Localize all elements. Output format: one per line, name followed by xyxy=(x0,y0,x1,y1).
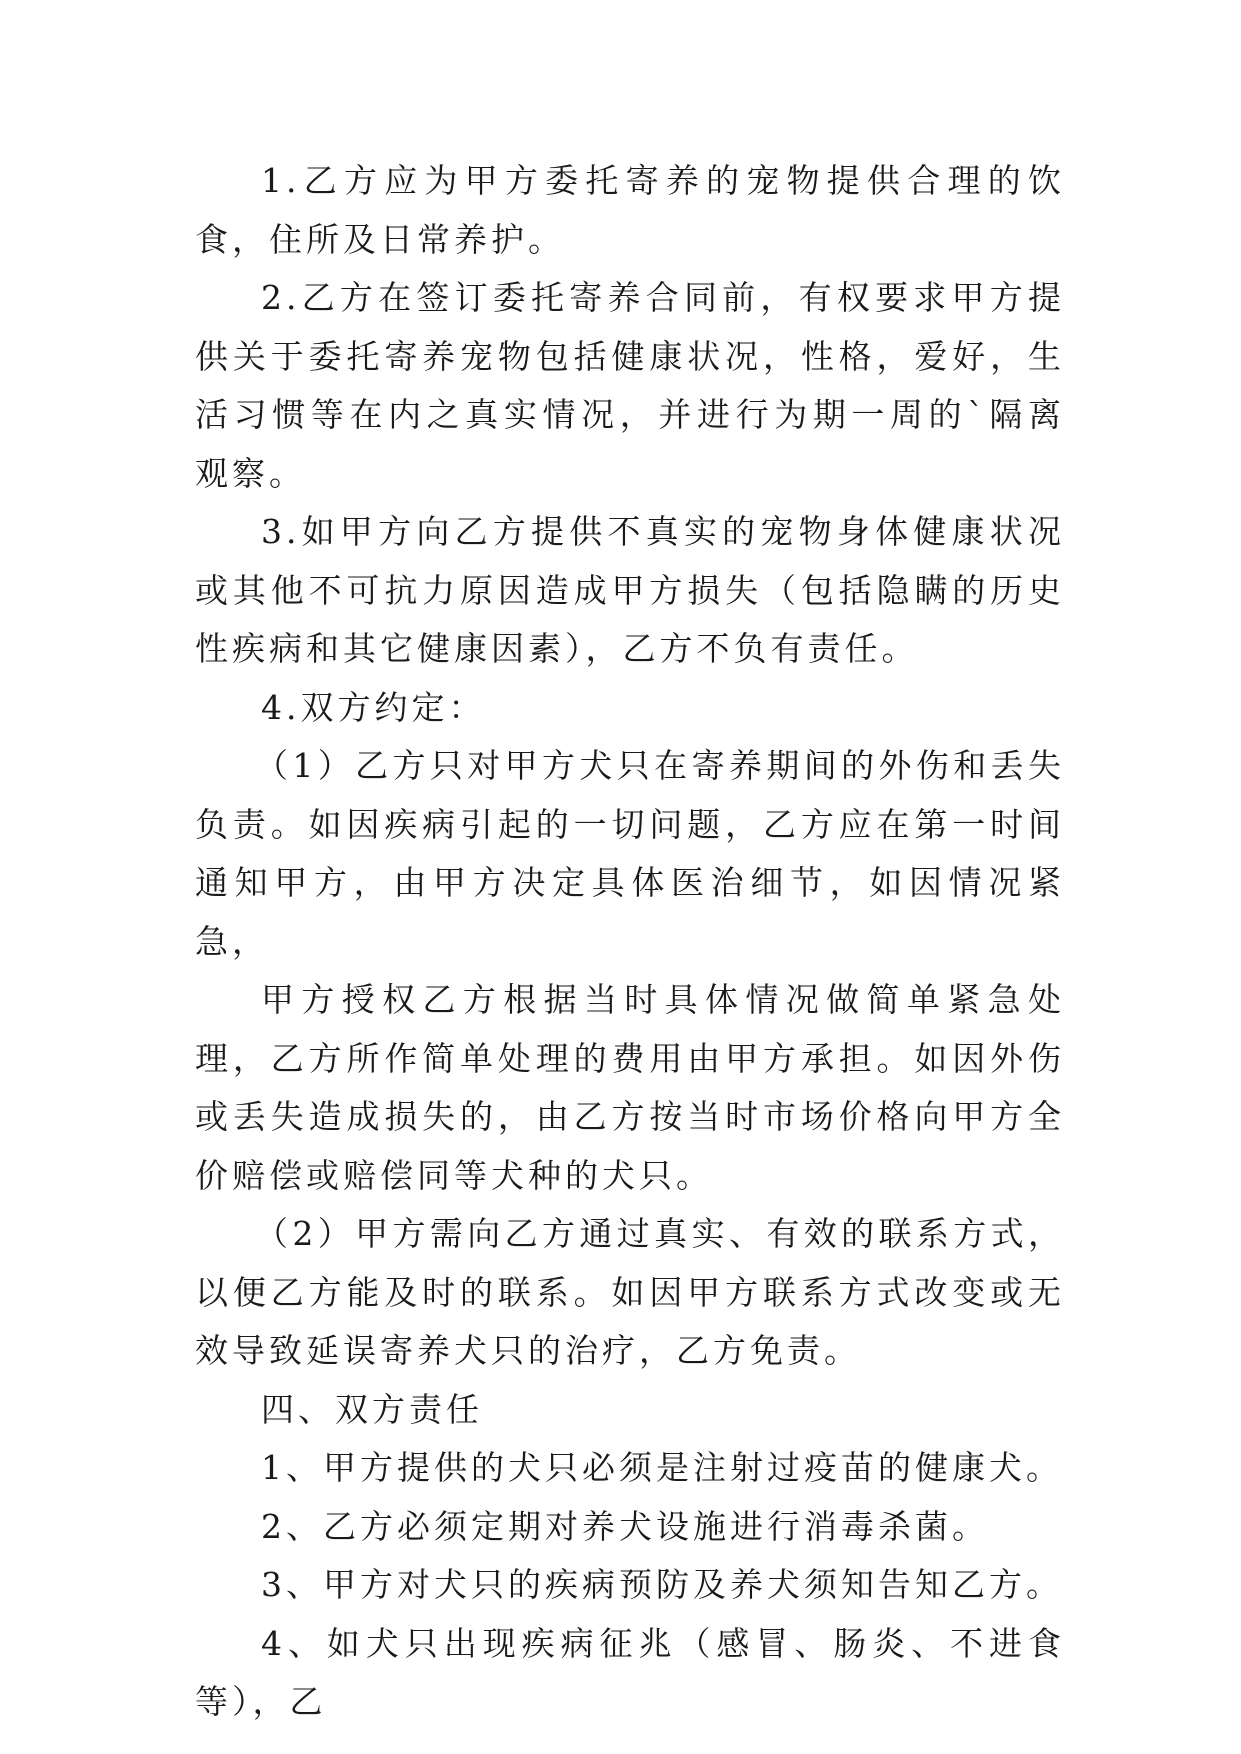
clause-4-item-2-paragraph: （2）甲方需向乙方通过真实、有效的联系方式，以便乙方能及时的联系。如因甲方联系方式改变或无效导致延误寄养犬只的治疗，乙方免责。 xyxy=(195,1214,1065,1370)
clause-2-paragraph: 2.乙方在签订委托寄养合同前，有权要求甲方提供关于委托寄养宠物包括健康状况，性格，爱好，生活习惯等在内之真实情况，并进行为期一周的`隔离观察。 xyxy=(195,278,1065,493)
document-body xyxy=(195,152,1065,1732)
responsibility-3: 3、甲方对犬只的疾病预防及养犬须知告知乙方。 xyxy=(261,1565,1063,1604)
clause-4-item-1-continuation: 甲方授权乙方根据当时具体情况做简单紧急处理，乙方所作简单处理的费用由甲方承担。如因外伤或丢失造成损失的，由乙方按当时市场价格向甲方全价赔偿或赔偿同等犬种的犬只。 xyxy=(195,980,1065,1195)
clause-4-item-1-paragraph: （1）乙方只对甲方犬只在寄养期间的外伤和丢失负责。如因疾病引起的一切问题，乙方应在第一时间通知甲方，由甲方决定具体医治细节，如因情况紧急， xyxy=(195,746,1065,961)
clause-3-paragraph: 3.如甲方向乙方提供不真实的宠物身体健康状况或其他不可抗力原因造成甲方损失（包括隐瞒的历史性疾病和其它健康因素），乙方不负有责任。 xyxy=(195,512,1065,668)
responsibility-4: 4、如犬只出现疾病征兆（感冒、肠炎、不进食等），乙 xyxy=(195,1623,1065,1721)
responsibility-2: 2、乙方必须定期对养犬设施进行消毒杀菌。 xyxy=(261,1506,989,1546)
clause-4-heading: 4.双方约定： xyxy=(261,687,486,727)
section-4-heading: 四、双方责任 xyxy=(261,1389,483,1429)
clause-1-paragraph: 1.乙方应为甲方委托寄养的宠物提供合理的饮食，住所及日常养护。 xyxy=(195,161,1065,259)
responsibility-1: 1、甲方提供的犬只必须是注射过疫苗的健康犬。 xyxy=(261,1448,1063,1487)
